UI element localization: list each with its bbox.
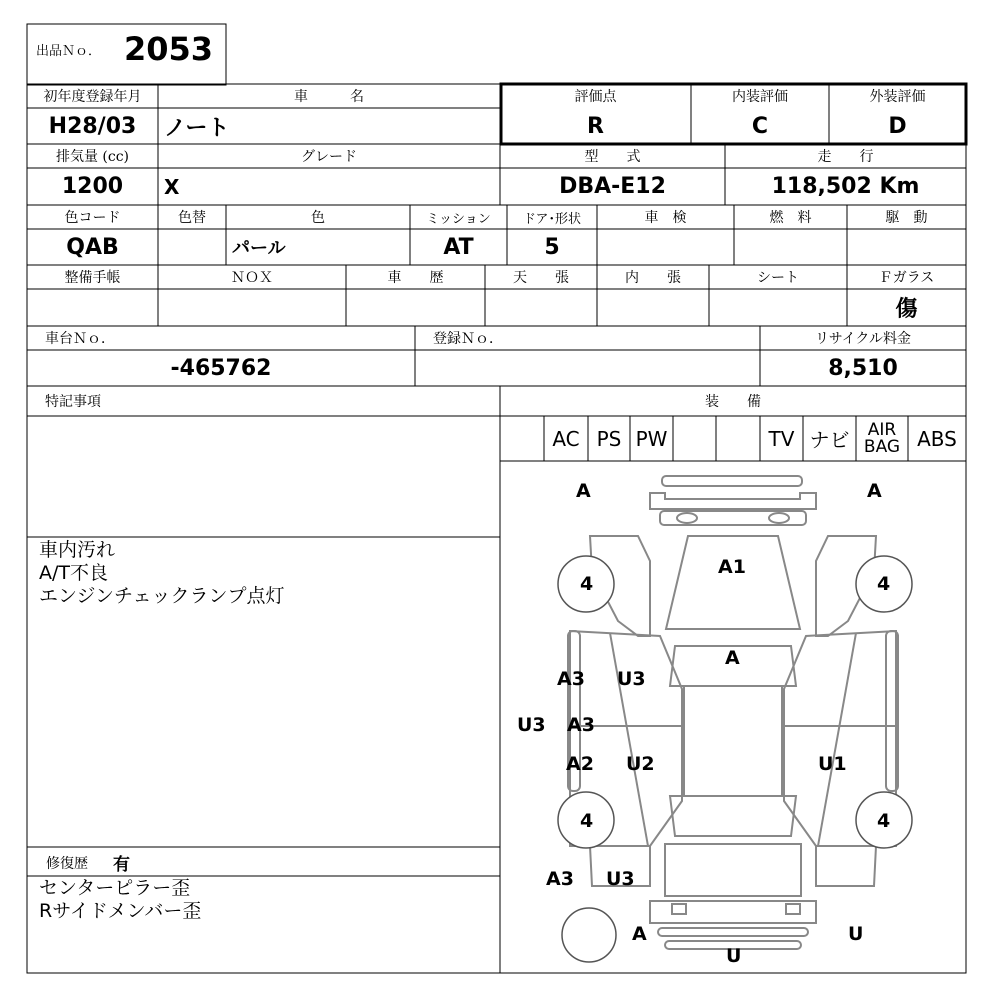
- lot-number: 2053: [124, 30, 214, 68]
- diagram-mark: A: [867, 480, 882, 502]
- nox-label: ＮＯＸ: [231, 270, 273, 286]
- history-value: [346, 289, 485, 326]
- equipment-item-abs: ABS: [917, 426, 957, 451]
- diagram-mark: 4: [877, 810, 891, 832]
- first-reg-label: 初年度登録年月: [43, 89, 142, 105]
- diagram-mark: U3: [606, 868, 635, 890]
- seat-value: [709, 289, 847, 326]
- model-label: 型 式: [584, 149, 641, 165]
- diagram-mark: A3: [546, 868, 574, 890]
- diagram-mark: 4: [580, 810, 594, 832]
- diagram-mark: 4: [877, 573, 891, 595]
- equipment-item: [500, 416, 544, 461]
- history-label: 車 歴: [387, 270, 444, 286]
- f-glass-value: 傷: [895, 297, 918, 322]
- interior-lining-value: [597, 289, 709, 326]
- diagram-mark: U1: [818, 753, 847, 775]
- note-line: エンジンチェックランプ点灯: [39, 585, 285, 607]
- equipment-item-pw: PW: [635, 426, 668, 451]
- drive-value: [847, 229, 966, 265]
- transmission-label: ミッション: [426, 211, 491, 227]
- grade-score-value: R: [587, 113, 604, 139]
- diagram-mark: A3: [567, 714, 595, 736]
- repair-line: Rサイドメンバー歪: [39, 900, 202, 922]
- door-shape-value: 5: [544, 234, 560, 260]
- fuel-value: [734, 229, 847, 265]
- diagram-mark: A: [576, 480, 591, 502]
- model-value: DBA-E12: [559, 174, 666, 199]
- diagram-mark: 4: [580, 573, 594, 595]
- displacement-value: 1200: [61, 174, 124, 199]
- transmission-value: AT: [443, 234, 474, 260]
- car-name-value: ノート: [164, 115, 230, 141]
- mileage-value: 118,502 Km: [771, 174, 920, 199]
- equipment-item-tv: TV: [768, 426, 795, 451]
- diagram-mark: U: [726, 945, 742, 967]
- equipment-item: [673, 416, 716, 461]
- equipment-item-airbag: AIR BAG: [863, 419, 901, 457]
- repair-line: センターピラー歪: [39, 877, 191, 899]
- note-line: 車内汚れ: [39, 539, 116, 561]
- f-glass-label: Ｆガラス: [878, 270, 935, 286]
- first-reg-value: H28/03: [48, 113, 137, 139]
- diagram-mark: A: [725, 647, 740, 669]
- registration-value: [415, 350, 760, 386]
- inspection-label: 車 検: [644, 210, 687, 226]
- interior-score-value: C: [751, 113, 769, 139]
- diagram-mark: A: [632, 923, 647, 945]
- chassis-value: -465762: [170, 355, 272, 381]
- repaint-label: 色替: [178, 210, 206, 226]
- grade-label: グレード: [301, 149, 357, 165]
- notes-list: [39, 539, 494, 608]
- seat-label: シート: [757, 270, 799, 286]
- equipment-item-navi: ナビ: [809, 428, 850, 452]
- color-code-label: 色コード: [64, 210, 121, 226]
- equipment-item-ac: AC: [552, 426, 580, 451]
- fuel-label: 燃 料: [769, 210, 812, 226]
- service-book-label: 整備手帳: [64, 270, 121, 286]
- note-line: A/T不良: [39, 562, 109, 584]
- diagram-mark: U: [848, 923, 864, 945]
- notes-label: 特記事項: [45, 394, 101, 410]
- drive-label: 駆 動: [885, 210, 928, 226]
- exterior-score-label: 外装評価: [869, 89, 926, 105]
- service-book-value: [27, 289, 158, 326]
- mileage-label: 走 行: [817, 149, 874, 165]
- roof-value: [485, 289, 597, 326]
- lot-label: 出品Ｎｏ．: [36, 44, 102, 59]
- interior-lining-label: 内 張: [625, 270, 681, 286]
- interior-score-label: 内装評価: [732, 89, 788, 105]
- color-code-value: QAB: [66, 234, 119, 260]
- color-value: パール: [232, 238, 286, 259]
- equipment-item: [716, 416, 760, 461]
- equipment-label: 装 備: [705, 394, 761, 410]
- repair-value: 有: [113, 855, 130, 875]
- color-label: 色: [311, 210, 325, 226]
- diagram-mark: U3: [517, 714, 546, 736]
- diagram-mark: A2: [566, 753, 594, 775]
- inspection-value: [597, 229, 734, 265]
- repair-list: [39, 877, 494, 923]
- diagram-mark: A1: [718, 556, 746, 578]
- chassis-label: 車台Ｎｏ．: [45, 331, 115, 347]
- recycle-value: 8,510: [828, 355, 898, 381]
- car-name-label: 車 名: [294, 89, 364, 105]
- nox-value: [158, 289, 346, 326]
- grade-value: X: [164, 174, 180, 199]
- repaint-value: [158, 229, 226, 265]
- diagram-mark: A3: [557, 668, 585, 690]
- diagram-mark: U2: [626, 753, 655, 775]
- roof-label: 天 張: [513, 270, 569, 286]
- recycle-label: リサイクル料金: [814, 331, 912, 347]
- exterior-score-value: D: [888, 113, 907, 139]
- displacement-label: 排気量 (cc): [55, 149, 130, 165]
- diagram-mark: U3: [617, 668, 646, 690]
- equipment-item-ps: PS: [596, 426, 622, 451]
- grade-score-label: 評価点: [574, 89, 617, 105]
- door-shape-label: ドア･形状: [522, 211, 582, 227]
- repair-label: 修復歴: [46, 856, 88, 872]
- registration-label: 登録Ｎｏ．: [433, 331, 503, 347]
